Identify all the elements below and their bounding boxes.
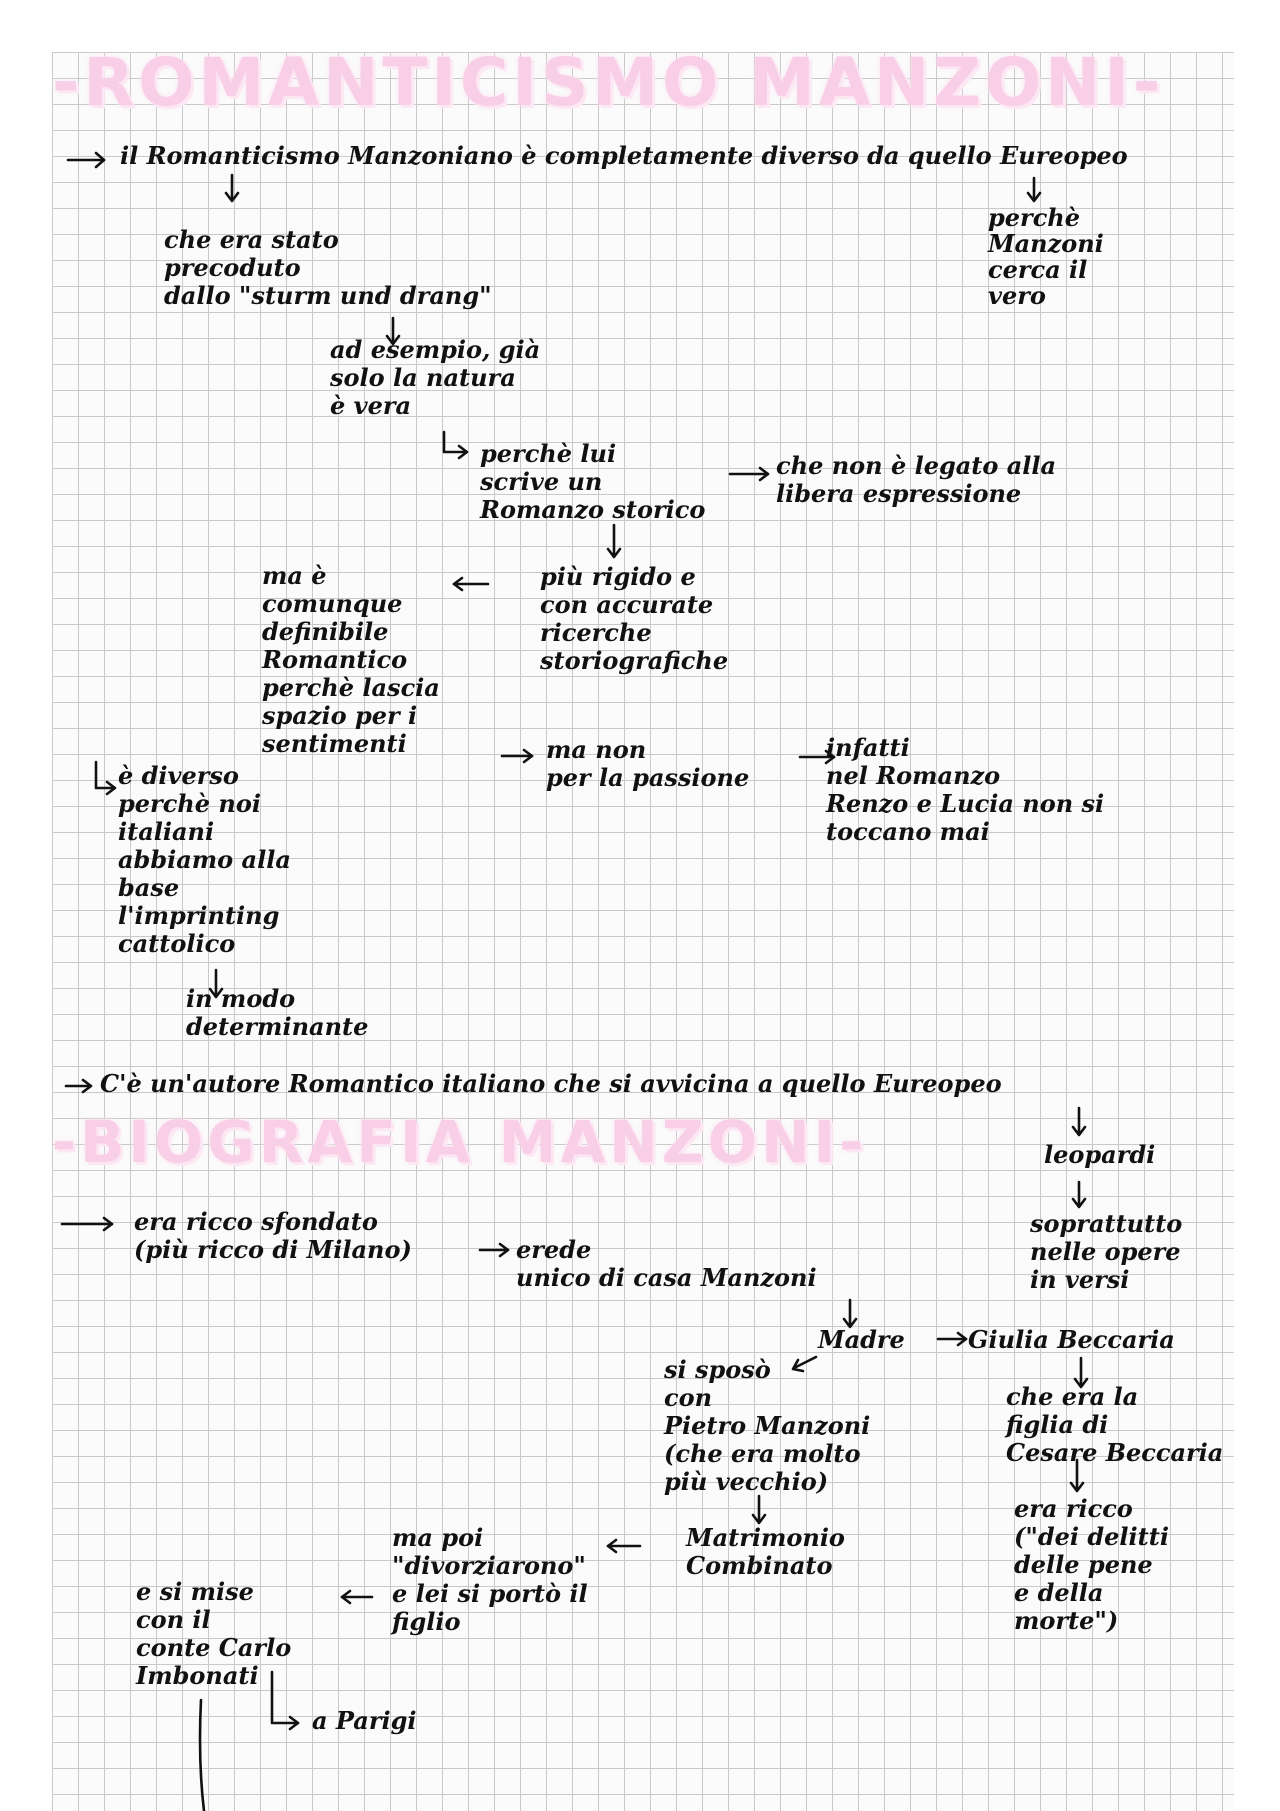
note-ricerche-storiografiche: più rigido e con accurate ricerche storiografiche [540, 562, 729, 675]
note-autore-romantico: C'è un'autore Romantico italiano che si avvicina a quello Eureopeo [100, 1069, 1002, 1098]
note-carlo-imbonati: e si mise con il conte Carlo Imbonati [136, 1577, 292, 1690]
arrow-n7-n8 [454, 578, 488, 590]
arrow-n1-n2 [226, 175, 238, 201]
note-romanzo-storico: perchè lui scrive un Romanzo storico [480, 439, 706, 524]
note-romanticismo-diverso: il Romanticismo Manzoniano è completamente diverso da quello Eureopeo [120, 141, 1128, 170]
note-divorziarono: ma poi "divorziarono" e lei si portò il figlio [392, 1523, 588, 1636]
note-erede-unico: erede unico di casa Manzoni [516, 1235, 817, 1292]
note-renzo-lucia: infatti nel Romanzo Renzo e Lucia non si toccano mai [826, 733, 1105, 846]
heading-romanticismo: -ROMANTICISMO MANZONI- [52, 44, 1165, 121]
note-dei-delitti: era ricco ("dei delitti delle pene e della morte") [1014, 1494, 1169, 1635]
arrow-n16-n17 [480, 1244, 508, 1256]
arrow-n13-n14 [1073, 1108, 1085, 1135]
note-libera-espressione: che non è legato alla libera espressione [776, 451, 1057, 508]
arrow-n13 [66, 1080, 91, 1092]
note-pietro-manzoni: si sposò con Pietro Manzoni (che era molto più vecchio) [664, 1355, 871, 1496]
arrow-n24-n25 [342, 1591, 372, 1603]
note-cesare-beccaria: che era la figlia di Cesare Beccaria [1006, 1382, 1224, 1467]
arrow-n8-n9 [502, 750, 532, 762]
arrow-n4-n5 [444, 432, 467, 458]
note-non-passione: ma non per la passione [546, 735, 750, 792]
note-ricco-sfondato: era ricco sfondato (più ricco di Milano) [134, 1207, 412, 1264]
arrow-n16 [62, 1218, 112, 1230]
arrow-n18-n19 [938, 1333, 966, 1345]
arrow-n17-n18 [844, 1300, 856, 1327]
note-matrimonio-combinato: Matrimonio Combinato [686, 1523, 845, 1580]
arrow-n14-n15 [1073, 1182, 1085, 1207]
note-opere-in-versi: soprattutto nelle opere in versi [1030, 1209, 1183, 1294]
note-a-parigi: a Parigi [312, 1706, 417, 1735]
arrow-n20-n22 [753, 1496, 765, 1523]
note-madre: Madre [818, 1325, 905, 1354]
note-giulia-beccaria: Giulia Beccaria [968, 1325, 1175, 1354]
arrow-n1-n3 [1028, 178, 1040, 201]
arrow-n11 [96, 762, 115, 794]
note-sturm-und-drang: che era stato precoduto dallo "sturm und drang" [164, 225, 492, 310]
arrow-n1 [68, 153, 104, 167]
continuation-line [200, 1700, 204, 1811]
note-leopardi: leopardi [1044, 1140, 1156, 1169]
note-natura-vera: ad esempio, già solo la natura è vera [330, 335, 541, 420]
arrow-n5-n6 [730, 468, 768, 480]
note-sentimenti: ma è comunque definibile Romantico perchè lascia spazio per i sentimenti [262, 561, 440, 758]
arrow-n22-n24 [608, 1540, 640, 1552]
note-imprinting-cattolico: è diverso perchè noi italiani abbiamo alla base l'imprinting cattolico [118, 761, 291, 958]
arrow-n5-n7 [608, 525, 620, 557]
heading-biografia: -BIOGRAFIA MANZONI- [52, 1108, 868, 1176]
note-determinante: in modo determinante [186, 984, 369, 1041]
note-cerca-il-vero: perchè Manzoni cerca il vero [988, 203, 1104, 310]
